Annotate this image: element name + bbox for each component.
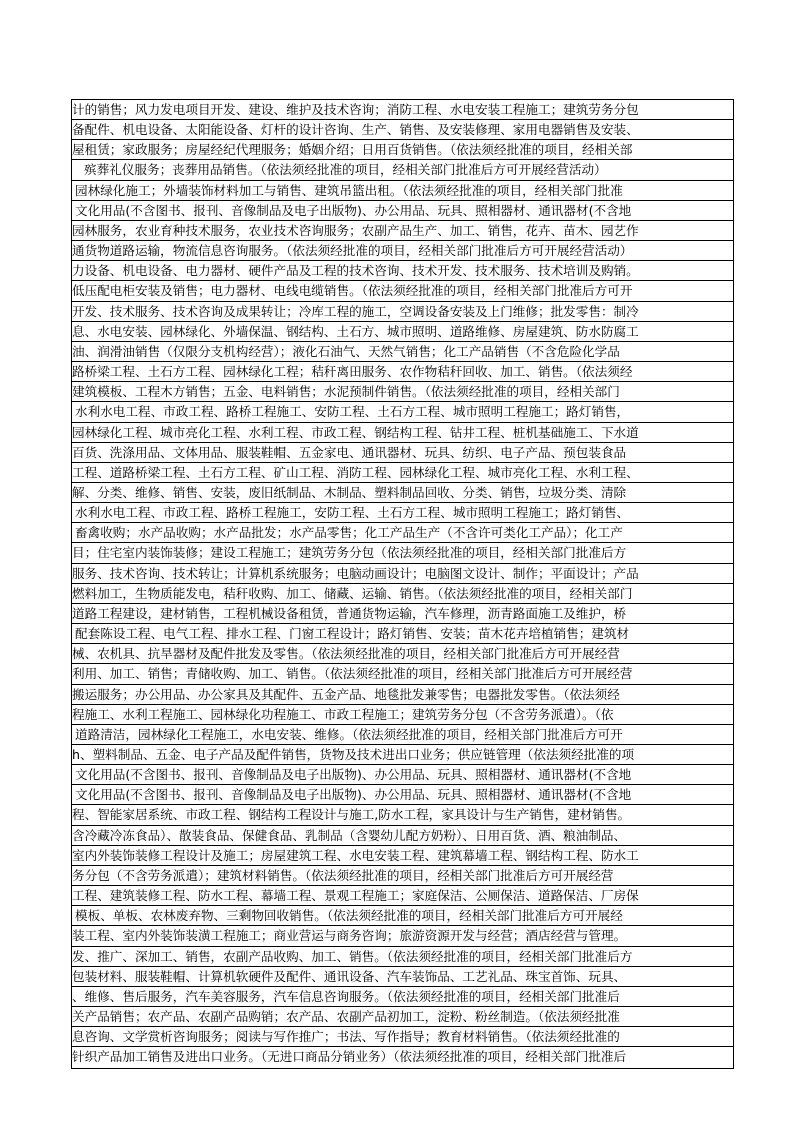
table-row: 道路清洁，园林绿化工程施工，水电安装、维修。（依法须经批准的项目，经相关部门批准后方可开: [71, 725, 734, 745]
table-row: 开发、技术服务、技术咨询及成果转让；冷库工程的施工，空调设备安装及上门维修；批发零售：制冷: [71, 302, 734, 322]
table-row: 服务、技术咨询、技术转让；计算机系统服务；电脑动画设计；电脑图文设计、制作；平面设计；产品: [71, 564, 734, 584]
table-row: 搬运服务；办公用品、办公家具及其配件、五金产品、地毯批发兼零售；电器批发零售。（依法须经: [71, 685, 734, 705]
table-row: 包装材料、服装鞋帽、计算机软硬件及配件、通讯设备、汽车装饰品、工艺礼品、珠宝首饰、玩具、: [71, 967, 734, 987]
table-row: h、塑料制品、五金、电子产品及配件销售，货物及技术进出口业务；供应链管理（依法须经批准的项: [71, 745, 734, 765]
table-row: 园林绿化工程、城市亮化工程、水利工程、市政工程、钢结构工程、钻井工程、桩机基础施工、下水道: [71, 423, 734, 443]
table-row: 殡葬礼仪服务；丧葬用品销售。（依法须经批准的项目，经相关部门批准后方可开展经营活动）: [71, 160, 734, 180]
table-row: 路桥梁工程、土石方工程、园林绿化工程；秸秆离田服务、农作物秸秆回收、加工、销售。（依法须经: [71, 362, 734, 382]
table-row: 通货物道路运输，物流信息咨询服务。（依法须经批准的项目，经相关部门批准后方可开展经营活动）: [71, 241, 734, 261]
table-row: 模板、单板、农林废弃物、三剩物回收销售。（依法须经批准的项目，经相关部门批准后方可开展经: [71, 906, 734, 926]
table-row: 低压配电柜安装及销售；电力器材、电线电缆销售。（依法须经批准的项目，经相关部门批准后方可开: [71, 281, 734, 301]
table-row: 工程、道路桥梁工程、土石方工程、矿山工程、消防工程、园林绿化工程、城市亮化工程、水利工程、: [71, 463, 734, 483]
table-row: 械、农机具、抗旱器材及配件批发及零售。（依法须经批准的项目，经相关部门批准后方可开展经营: [71, 644, 734, 664]
table-row: 、维修、售后服务，汽车美容服务，汽车信息咨询服务。（依法须经批准的项目，经相关部门批准后: [71, 987, 734, 1007]
table-row: 畜禽收购；水产品收购；水产品批发；水产品零售；化工产品生产（不含许可类化工产品）；化工产: [71, 523, 734, 543]
table-row: 发、推广、深加工、销售，农副产品收购、加工、销售。（依法须经批准的项目，经相关部门批准后方: [71, 947, 734, 967]
table-row: 建筑模板、工程木方销售；五金、电料销售；水泥预制件销售。（依法须经批准的项目，经相关部门: [71, 382, 734, 402]
table-row: 园林服务，农业育种技术服务，农业技术咨询服务；农副产品生产、加工、销售，花卉、苗木、园艺作: [71, 221, 734, 241]
table-row: 道路工程建设，建材销售，工程机械设备租赁，普通货物运输，汽车修理，沥青路面施工及维护，桥: [71, 604, 734, 624]
table-row: 水利水电工程、市政工程、路桥工程施工、安防工程、土石方工程、城市照明工程施工；路灯销售，: [71, 402, 734, 422]
table-row: 文化用品(不含图书、报刊、音像制品及电子出版物)、办公用品、玩具、照相器材、通讯器材(不含地: [71, 785, 734, 805]
table-row: 屋租赁；家政服务；房屋经纪代理服务；婚姻介绍；日用百货销售。（依法须经批准的项目，经相关部: [71, 140, 734, 160]
table-row: 程施工、水利工程施工、园林绿化功程施工、市政工程施工；建筑劳务分包（不含劳务派遣）。（依: [71, 705, 734, 725]
table-row: 息、水电安装、园林绿化、外墙保温、钢结构、土石方、城市照明、道路维修、房屋建筑、防水防腐工: [71, 322, 734, 342]
table-row: 文化用品(不含图书、报刊、音像制品及电子出版物)、办公用品、玩具、照相器材、通讯器材(不含地: [71, 201, 734, 221]
table-row: 燃料加工，生物质能发电，秸秆收购、加工、储藏、运输、销售。（依法须经批准的项目，经相关部门: [71, 584, 734, 604]
table-row: 油、润滑油销售（仅限分支机构经营）；液化石油气、天然气销售；化工产品销售（不含危险化学品: [71, 342, 734, 362]
table-row: 备配件、机电设备、太阳能设备、灯杆的设计咨询、生产、销售、及安装修理、家用电器销售及安装、: [71, 120, 734, 140]
table-row: 关产品销售；农产品、农副产品购销；农产品、农副产品初加工，淀粉、粉丝制造。（依法须经批准: [71, 1007, 734, 1027]
table-row: 百货、洗涤用品、文体用品、服装鞋帽、五金家电、通讯器材、玩具、纺织、电子产品、预包装食品: [71, 443, 734, 463]
table-row: 室内外装饰装修工程设计及施工；房屋建筑工程、水电安装工程、建筑幕墙工程、钢结构工程、防水工: [71, 846, 734, 866]
table-row: 息咨询、文学赏析咨询服务；阅读与写作推广；书法、写作指导；教育材料销售。（依法须经批准的: [71, 1027, 734, 1047]
table-row: 程、智能家居系统、市政工程、钢结构工程设计与施工,防水工程，家具设计与生产销售，建材销售。: [71, 805, 734, 825]
table-row: 园林绿化施工；外墙装饰材料加工与销售、建筑吊篮出租。（依法须经批准的项目，经相关部门批准: [71, 181, 734, 201]
table-row: 务分包（不含劳务派遣）；建筑材料销售。（依法须经批准的项目，经相关部门批准后方可开展经营: [71, 866, 734, 886]
table-row: 利用、加工、销售；青储收购、加工、销售。（依法须经批准的项目，经相关部门批准后方可开展经营: [71, 664, 734, 684]
table-row: 装工程、室内外装饰装潢工程施工；商业营运与商务咨询；旅游资源开发与经营；酒店经营与管理。: [71, 926, 734, 946]
table-row: 力设备、机电设备、电力器材、硬件产品及工程的技术咨询、技术开发、技术服务、技术培训及购销。: [71, 261, 734, 281]
table-row: 文化用品(不含图书、报刊、音像制品及电子出版物)、办公用品、玩具、照相器材、通讯器材(不含地: [71, 765, 734, 785]
table-row: 针织产品加工销售及进出口业务。（无进口商品分销业务）（依法须经批准的项目，经相关部门批准后: [71, 1047, 734, 1067]
table-row: 水利水电工程、市政工程、路桥工程施工，安防工程、土石方工程、城市照明工程施工；路灯销售、: [71, 503, 734, 523]
table-row: 配套陈设工程、电气工程、排水工程、门窗工程设计；路灯销售、安装；苗木花卉培植销售；建筑材: [71, 624, 734, 644]
table-row: 计的销售；风力发电项目开发、建设、维护及技术咨询；消防工程、水电安装工程施工；建筑劳务分包: [71, 100, 734, 120]
table-row: 目；住宅室内装饰装修；建设工程施工；建筑劳务分包（依法须经批准的项目，经相关部门批准后方: [71, 543, 734, 563]
table-row: 含冷藏冷冻食品）、散装食品、保健食品、乳制品（含婴幼儿配方奶粉）、日用百货、酒、粮油制品、: [71, 826, 734, 846]
table-row: 工程、建筑装修工程、防水工程、幕墙工程、景观工程施工；家庭保洁、公厕保洁、道路保洁、厂房保: [71, 886, 734, 906]
business-scope-table: [71, 99, 734, 1069]
table-row: 解、分类、维修、销售、安装，废旧纸制品、木制品、塑料制品回收、分类、销售，垃圾分类、清除: [71, 483, 734, 503]
